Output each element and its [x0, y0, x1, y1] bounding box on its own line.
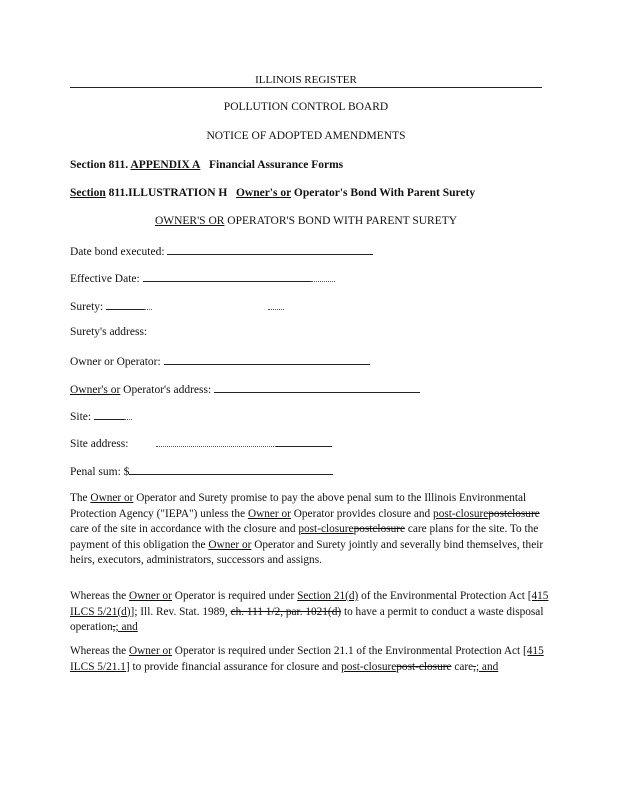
- field-site: [70, 409, 132, 423]
- p3-text-2: Operator is required under Section 21.1 of the Environmental Protection Act: [174, 645, 521, 657]
- p2-text-4: ; Ill. Rev. Stat. 1989,: [134, 605, 228, 618]
- form-title: [70, 215, 542, 227]
- appendix-label: APPENDIX A: [130, 159, 201, 171]
- form-title-rest: OPERATOR'S BOND WITH PARENT SURETY: [227, 215, 458, 227]
- paragraph-obligation: [70, 491, 550, 569]
- section-illustration-heading: [70, 187, 475, 199]
- surety-dotted: [144, 299, 152, 310]
- p2-ilcs-citation: [415 ILCS 5/21(d)]: [70, 590, 549, 618]
- field-surety-address: [70, 326, 147, 338]
- p1-owner-or-2: Owner or: [247, 507, 291, 520]
- p2-text-1: Whereas the: [70, 590, 127, 602]
- p1-owner-or-1: Owner or: [90, 492, 134, 504]
- section-number: 811.: [108, 187, 129, 199]
- site-address-label: Site address:: [70, 438, 129, 450]
- p3-struck-comma: ,: [473, 660, 476, 673]
- field-owner-operator: [70, 354, 370, 368]
- field-owner-operator-address: [70, 382, 420, 396]
- p2-text-6: ; and: [115, 621, 138, 633]
- p1-text-2: Operator and Surety promise to pay the above penal sum to the Illinois Environmental Protection Agency ("IEPA") unless the: [70, 492, 527, 520]
- site-label: Site:: [70, 411, 92, 423]
- illustration-title: Operator's Bond With Parent Surety: [293, 187, 476, 199]
- p1-postclosure-struck-1: postclosure: [488, 507, 540, 520]
- p3-post-closure: post-closure: [341, 660, 397, 673]
- p1-post-closure-1: post-closure: [433, 507, 489, 520]
- effective-date-dotted: [311, 271, 335, 282]
- field-date-bond: [70, 244, 373, 258]
- p3-text-4: care: [454, 660, 474, 673]
- penal-sum-blank: [129, 464, 333, 475]
- section-prefix: Section 811.: [70, 159, 129, 171]
- p1-owner-or-3: Owner or: [208, 538, 252, 551]
- p2-owner-or: Owner or: [128, 590, 172, 602]
- form-title-owner-or: OWNER'S OR: [154, 215, 225, 227]
- board-name: POLLUTION CONTROL BOARD: [223, 101, 389, 113]
- register-header: ILLINOIS REGISTER: [70, 73, 542, 88]
- paragraph-permit-requirement: [70, 589, 550, 636]
- site-dotted: [124, 409, 132, 420]
- field-surety: [70, 299, 284, 313]
- field-effective-date: [70, 271, 335, 285]
- p2-text-5: to have a permit to conduct a waste disposal operation: [70, 605, 544, 633]
- surety-blank: [106, 299, 144, 310]
- field-site-address: [70, 436, 332, 450]
- p1-text-1: The: [70, 492, 88, 504]
- illustration-label: ILLUSTRATION H: [128, 187, 228, 199]
- p2-struck-citation: ch. 111 1/2, par. 1021(d): [230, 605, 342, 618]
- surety-address-label: Surety's address:: [70, 326, 148, 338]
- effective-date-blank: [143, 271, 311, 282]
- p2-text-3: of the Environmental Protection Act: [361, 590, 525, 602]
- surety-dotted-right: [268, 299, 284, 310]
- p3-text-1: Whereas the: [70, 645, 127, 657]
- owner-operator-blank: [164, 354, 370, 365]
- p1-text-3: Operator provides closure and: [293, 507, 431, 520]
- p2-section-21d: Section 21(d): [297, 590, 359, 602]
- p1-text-4: care of the site in accordance with the closure and: [70, 523, 296, 535]
- site-address-blank: [276, 436, 332, 447]
- owner-operator-address-blank: [214, 382, 420, 393]
- p1-text-5: care plans for the site. To the payment of this obligation the: [70, 523, 539, 551]
- effective-date-label: Effective Date:: [70, 273, 140, 285]
- field-penal-sum: [70, 464, 333, 478]
- date-bond-blank: [167, 244, 373, 255]
- appendix-title: Financial Assurance Forms: [208, 159, 344, 171]
- site-address-dotted: [156, 436, 276, 447]
- site-blank: [94, 409, 124, 420]
- p3-post-closure-struck: post-closure: [396, 660, 452, 673]
- p3-text-3: to provide financial assurance for closure and: [132, 660, 339, 673]
- p1-postclosure-struck-2: postclosure: [353, 523, 406, 535]
- penal-sum-label: Penal sum: $: [70, 466, 130, 478]
- date-bond-label: Date bond executed:: [70, 246, 165, 258]
- p3-text-5: ; and: [475, 660, 499, 673]
- p2-text-2: Operator is required under: [174, 590, 295, 602]
- surety-label: Surety:: [70, 301, 104, 313]
- owner-operator-label: Owner or Operator:: [70, 356, 161, 368]
- p2-struck-comma: ,: [112, 621, 116, 633]
- owner-operator-address-underlined: Owner's or: [70, 384, 121, 396]
- p3-ilcs-citation: [415 ILCS 5/21.1]: [70, 645, 544, 673]
- section-appendix-heading: [70, 159, 343, 171]
- section-word: Section: [70, 187, 106, 199]
- p3-owner-or: Owner or: [128, 645, 172, 657]
- paragraph-financial-assurance: [70, 644, 550, 675]
- illustration-owner-or: Owner's or: [235, 187, 291, 199]
- p1-text-6: Operator and Surety jointly and severally bind themselves, their heirs, executors, administrators, successors and assigns.: [70, 538, 544, 566]
- notice-title: NOTICE OF ADOPTED AMENDMENTS: [206, 130, 406, 142]
- owner-operator-address-label: Operator's address:: [123, 384, 212, 396]
- p1-post-closure-2: post-closure: [298, 523, 354, 535]
